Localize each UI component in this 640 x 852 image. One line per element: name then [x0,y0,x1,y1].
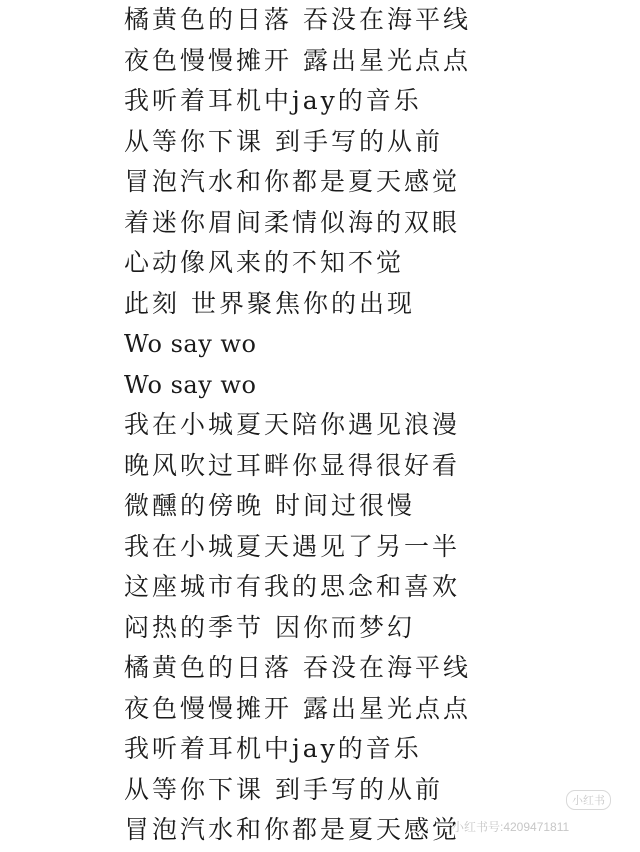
lyric-line: 冒泡汽水和你都是夏天感觉 [124,167,461,196]
lyric-line: 我在小城夏天陪你遇见浪漫 [124,410,461,439]
watermark-id: 小红书号:4209471811 [452,820,570,834]
lyric-line: 橘黄色的日落 吞没在海平线 [124,5,471,34]
watermark-logo: 小红书 [566,790,611,810]
lyric-line: 我听着耳机中jay的音乐 [124,734,422,763]
lyric-line: 我听着耳机中jay的音乐 [124,86,422,115]
lyric-line: 我在小城夏天遇见了另一半 [124,531,461,561]
lyric-line: 闷热的季节 因你而梦幻 [124,612,415,642]
lyric-line: 微醺的傍晚 时间过很慢 [124,491,415,520]
lyric-line: 此刻 世界聚焦你的出现 [124,288,415,318]
lyric-line: Wo say wo [124,330,257,358]
lyric-line: 心动像风来的不知不觉 [124,248,405,277]
lyric-line: 着迷你眉间柔情似海的双眼 [124,207,461,237]
lyric-line: 这座城市有我的思念和喜欢 [124,572,461,601]
lyric-line: 橘黄色的日落 吞没在海平线 [124,653,471,682]
lyric-line: 晚风吹过耳畔你显得很好看 [124,450,461,480]
lyric-line: 夜色慢慢摊开 露出星光点点 [124,45,471,75]
lyrics-text [124,0,624,851]
lyric-line: 从等你下课 到手写的从前 [124,774,443,804]
lyric-line: 夜色慢慢摊开 露出星光点点 [124,693,471,723]
lyric-line: Wo say wo [124,370,257,399]
lyric-line: 冒泡汽水和你都是夏天感觉 [124,815,461,844]
lyric-line: 从等你下课 到手写的从前 [124,126,443,156]
